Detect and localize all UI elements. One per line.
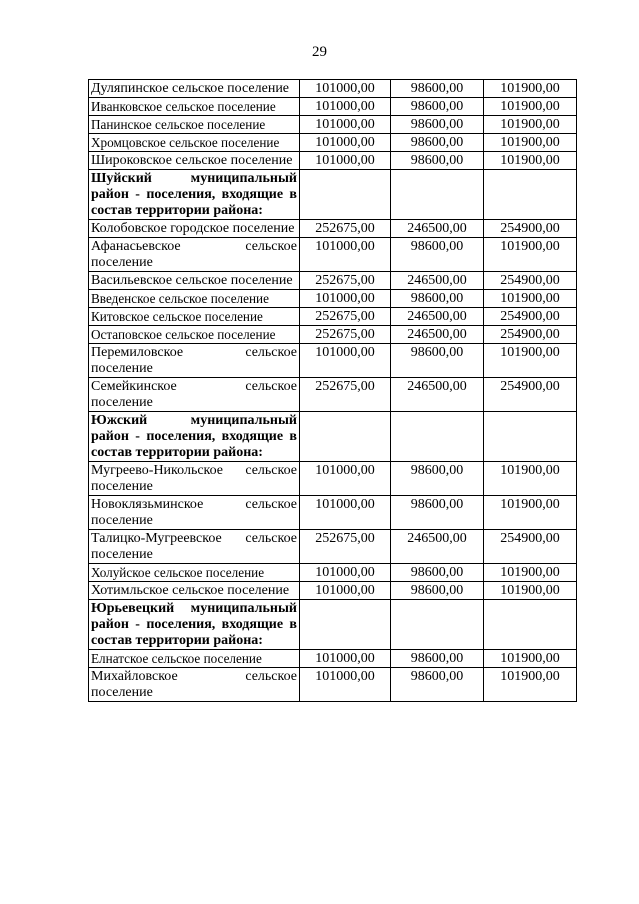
section-row	[89, 600, 577, 650]
amount-cell-2: 98600,00	[391, 238, 484, 272]
amount-cell-2: 246500,00	[391, 272, 484, 290]
settlement-name: Перемиловское сельское поселение	[89, 344, 300, 378]
table-row	[89, 220, 577, 238]
settlement-name: Васильевское сельское поселение	[89, 272, 300, 290]
settlement-name: Панинское сельское поселение	[89, 116, 300, 134]
settlement-name: Холуйское сельское поселение	[89, 564, 300, 582]
settlement-name: Колобовское городское поселение	[89, 220, 300, 238]
amount-cell-1: 101000,00	[300, 98, 391, 116]
amount-cell-1: 101000,00	[300, 80, 391, 98]
amount-cell-2: 98600,00	[391, 80, 484, 98]
amount-cell-1: 101000,00	[300, 582, 391, 600]
amount-cell-2: 246500,00	[391, 530, 484, 564]
amount-cell-2: 98600,00	[391, 462, 484, 496]
amount-cell-3: 101900,00	[484, 116, 577, 134]
settlement-name: Широковское сельское поселение	[89, 152, 300, 170]
section-heading: Юрьевецкий муниципальный район - поселения, входящие в состав территории района:	[89, 600, 300, 650]
amount-cell-2: 98600,00	[391, 116, 484, 134]
settlement-name: Талицко-Мугреевское сельское поселение	[89, 530, 300, 564]
table-row	[89, 80, 577, 98]
empty-cell	[300, 170, 391, 220]
amount-cell-1: 101000,00	[300, 344, 391, 378]
amount-cell-2: 98600,00	[391, 668, 484, 702]
table-row	[89, 98, 577, 116]
table-row	[89, 152, 577, 170]
amount-cell-1: 101000,00	[300, 668, 391, 702]
amount-cell-2: 246500,00	[391, 378, 484, 412]
table-row	[89, 378, 577, 412]
amount-cell-2: 98600,00	[391, 344, 484, 378]
amount-cell-1: 252675,00	[300, 530, 391, 564]
amount-cell-3: 101900,00	[484, 668, 577, 702]
amount-cell-1: 252675,00	[300, 378, 391, 412]
amount-cell-3: 254900,00	[484, 272, 577, 290]
empty-cell	[391, 412, 484, 462]
table-row	[89, 530, 577, 564]
amount-cell-3: 101900,00	[484, 564, 577, 582]
settlement-name: Елнатское сельское поселение	[89, 650, 300, 668]
amount-cell-2: 246500,00	[391, 220, 484, 238]
amount-cell-1: 101000,00	[300, 116, 391, 134]
amount-cell-2: 98600,00	[391, 564, 484, 582]
amount-cell-2: 98600,00	[391, 496, 484, 530]
table-row	[89, 582, 577, 600]
amount-cell-3: 254900,00	[484, 220, 577, 238]
settlement-name: Мугреево-Никольское сельское поселение	[89, 462, 300, 496]
settlement-name: Дуляпинское сельское поселение	[89, 80, 300, 98]
table-row	[89, 496, 577, 530]
amount-cell-3: 101900,00	[484, 496, 577, 530]
empty-cell	[484, 600, 577, 650]
empty-cell	[300, 600, 391, 650]
amount-cell-2: 98600,00	[391, 134, 484, 152]
amount-cell-1: 101000,00	[300, 650, 391, 668]
amount-cell-3: 101900,00	[484, 98, 577, 116]
amount-cell-1: 101000,00	[300, 496, 391, 530]
table-row	[89, 290, 577, 308]
amount-cell-1: 101000,00	[300, 152, 391, 170]
amount-cell-2: 98600,00	[391, 152, 484, 170]
amount-cell-3: 101900,00	[484, 290, 577, 308]
amount-cell-3: 101900,00	[484, 650, 577, 668]
amount-cell-2: 98600,00	[391, 290, 484, 308]
amount-cell-3: 101900,00	[484, 344, 577, 378]
table-row	[89, 326, 577, 344]
table-row	[89, 272, 577, 290]
settlement-name: Введенское сельское поселение	[89, 290, 300, 308]
amount-cell-3: 254900,00	[484, 530, 577, 564]
table-row	[89, 564, 577, 582]
section-row	[89, 170, 577, 220]
amount-cell-2: 98600,00	[391, 98, 484, 116]
table-row	[89, 308, 577, 326]
amount-cell-1: 252675,00	[300, 308, 391, 326]
amount-cell-2: 246500,00	[391, 308, 484, 326]
amount-cell-3: 254900,00	[484, 378, 577, 412]
amount-cell-1: 252675,00	[300, 272, 391, 290]
table-row	[89, 668, 577, 702]
amount-cell-2: 98600,00	[391, 650, 484, 668]
table-row	[89, 462, 577, 496]
section-heading: Южский муниципальный район - поселения, входящие в состав территории района:	[89, 412, 300, 462]
empty-cell	[391, 170, 484, 220]
amount-cell-3: 101900,00	[484, 462, 577, 496]
amount-cell-1: 101000,00	[300, 238, 391, 272]
amount-cell-3: 254900,00	[484, 326, 577, 344]
table-row	[89, 238, 577, 272]
table-body	[89, 80, 577, 702]
amount-cell-3: 101900,00	[484, 134, 577, 152]
settlement-name: Иванковское сельское поселение	[89, 98, 300, 116]
settlement-name: Хотимльское сельское поселение	[89, 582, 300, 600]
settlement-name: Остаповское сельское поселение	[89, 326, 300, 344]
amount-cell-3: 101900,00	[484, 582, 577, 600]
section-row	[89, 412, 577, 462]
settlement-name: Афанасьевское сельское поселение	[89, 238, 300, 272]
amount-cell-1: 101000,00	[300, 564, 391, 582]
amount-cell-3: 101900,00	[484, 152, 577, 170]
settlement-name: Михайловское сельское поселение	[89, 668, 300, 702]
settlement-name: Семейкинское сельское поселение	[89, 378, 300, 412]
empty-cell	[484, 412, 577, 462]
budget-table	[88, 79, 577, 702]
amount-cell-2: 246500,00	[391, 326, 484, 344]
empty-cell	[300, 412, 391, 462]
amount-cell-2: 98600,00	[391, 582, 484, 600]
settlement-name: Китовское сельское поселение	[89, 308, 300, 326]
amount-cell-1: 101000,00	[300, 290, 391, 308]
empty-cell	[484, 170, 577, 220]
amount-cell-1: 252675,00	[300, 220, 391, 238]
amount-cell-1: 101000,00	[300, 462, 391, 496]
settlement-name: Новоклязьминское сельское поселение	[89, 496, 300, 530]
table-row	[89, 116, 577, 134]
amount-cell-1: 101000,00	[300, 134, 391, 152]
table-row	[89, 134, 577, 152]
empty-cell	[391, 600, 484, 650]
page-number: 29	[312, 44, 327, 60]
amount-cell-3: 101900,00	[484, 80, 577, 98]
table-row	[89, 650, 577, 668]
amount-cell-3: 254900,00	[484, 308, 577, 326]
table-row	[89, 344, 577, 378]
amount-cell-3: 101900,00	[484, 238, 577, 272]
section-heading: Шуйский муниципальный район - поселения, входящие в состав территории района:	[89, 170, 300, 220]
amount-cell-1: 252675,00	[300, 326, 391, 344]
settlement-name: Хромцовское сельское поселение	[89, 134, 300, 152]
